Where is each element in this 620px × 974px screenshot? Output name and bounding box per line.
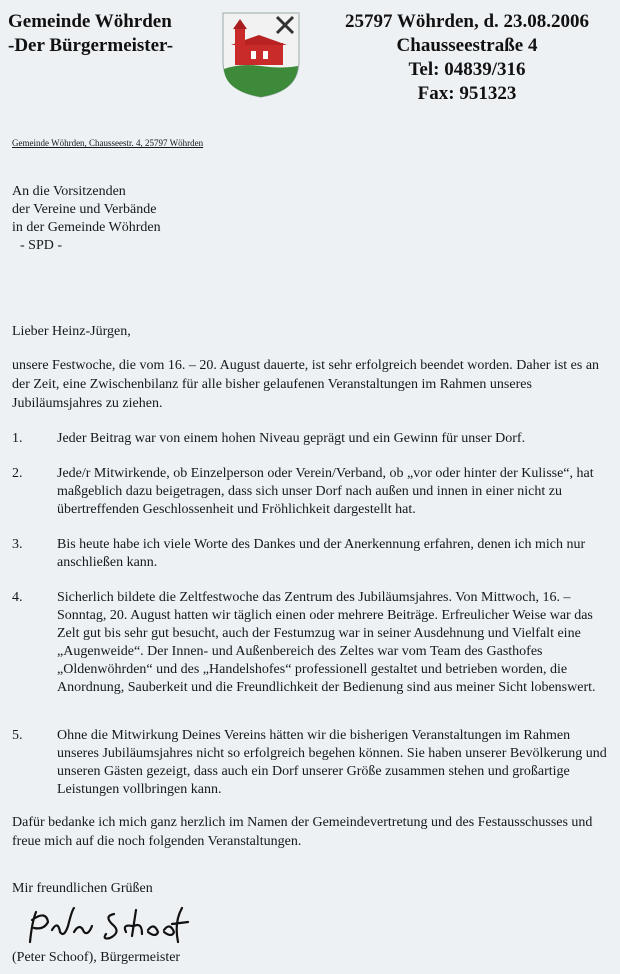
- list-item-number: 3.: [12, 537, 23, 552]
- list-item-text: Jede/r Mitwirkende, ob Einzelperson oder Verein/Verband, ob „vor oder hinter der Kulisse“, hat maßgeblich dazu beigetragen, dass sich unser Dorf nach außen und innen in einer nicht zu übertreffenden Geschlossenheit und Fröhlichkeit dargestellt hat.: [57, 466, 594, 517]
- recipient-line: - SPD -: [20, 238, 63, 253]
- fax-number: Fax: 951323: [417, 83, 517, 104]
- list-item-number: 4.: [12, 590, 23, 605]
- coat-of-arms-icon: [221, 11, 301, 99]
- recipient-line: in der Gemeinde Wöhrden: [12, 220, 161, 235]
- list-item: [12, 589, 612, 697]
- list-item-number: 5.: [12, 728, 23, 743]
- phone-number: Tel: 04839/316: [408, 59, 526, 80]
- list-item-text: Jeder Beitrag war von einem hohen Niveau geprägt und ein Gewinn für unser Dorf.: [57, 431, 526, 446]
- list-item: [12, 727, 612, 799]
- salutation: Lieber Heinz-Jürgen,: [12, 324, 131, 339]
- mayor-title: -Der Bürgermeister-: [8, 35, 174, 56]
- handwritten-signature: [22, 902, 202, 954]
- intro-paragraph: unsere Festwoche, die vom 16. – 20. August dauerte, ist sehr erfolgreich beendet worden. Daher ist es an der Zeit, eine Zwischenbilanz für alle bisher gelaufenen Veranstaltungen im Rahmen unseres Jubiläumsjahres zu ziehen.: [12, 358, 600, 411]
- letterhead-left: [8, 10, 173, 58]
- signatory-name: (Peter Schoof), Bürgermeister: [12, 950, 181, 965]
- list-item: [12, 536, 612, 572]
- letterhead-right: [322, 10, 612, 106]
- recipient-line: der Vereine und Verbände: [12, 202, 157, 217]
- greeting: Mir freundlichen Grüßen: [12, 881, 153, 896]
- recipient-line: An die Vorsitzenden: [12, 184, 126, 199]
- list-item-number: 1.: [12, 431, 23, 446]
- place-date: 25797 Wöhrden, d. 23.08.2006: [344, 11, 590, 32]
- recipient-block: [12, 183, 161, 255]
- street-address: Chausseestraße 4: [396, 35, 538, 56]
- sender-address-line: Gemeinde Wöhrden, Chausseestr. 4, 25797 Wöhrden: [12, 138, 204, 148]
- list-item-number: 2.: [12, 466, 23, 481]
- list-item-text: Ohne die Mitwirkung Deines Vereins hätten wir die bisherigen Veranstaltungen im Rahmen unseres Jubiläumsjahres nicht so erfolgreich begehen können. Sie haben unserer Bevölkerung und unseren Gästen gezeigt, dass auch ein Dorf unserer Größe zusammen stehen und großartige Leistungen vollbringen kann.: [57, 728, 607, 797]
- list-item: [12, 430, 612, 448]
- closing-paragraph: Dafür bedanke ich mich ganz herzlich im Namen der Gemeindevertretung und des Festausschusses und freue mich auf die noch folgenden Veranstaltungen.: [12, 815, 593, 849]
- list-item-text: Sicherlich bildete die Zeltfestwoche das Zentrum des Jubiläumsjahres. Von Mittwoch, 16. – Sonntag, 20. August hatten wir täglich einen oder mehrere Beiträge. Erfreulicher Weise war das Zelt gut bis sehr gut besucht, auch der Festumzug war in seiner Ausdehnung und Vielfalt eine „Augenweide“. Der Innen- und Außenbereich des Zeltes war vom Team des Gasthofes „Oldenwöhrden“ und des „Handelshofes“ professionell gestaltet und betrieben worden, die Anordnung, Sauberkeit und die Freundlichkeit der Bedienung sind aus meiner Sicht lobenswert.: [57, 590, 596, 695]
- list-item: [12, 465, 612, 519]
- list-item-text: Bis heute habe ich viele Worte des Dankes und der Anerkennung erfahren, denen ich mich nur anschließen kann.: [57, 537, 586, 570]
- municipality-name: Gemeinde Wöhrden: [8, 11, 172, 32]
